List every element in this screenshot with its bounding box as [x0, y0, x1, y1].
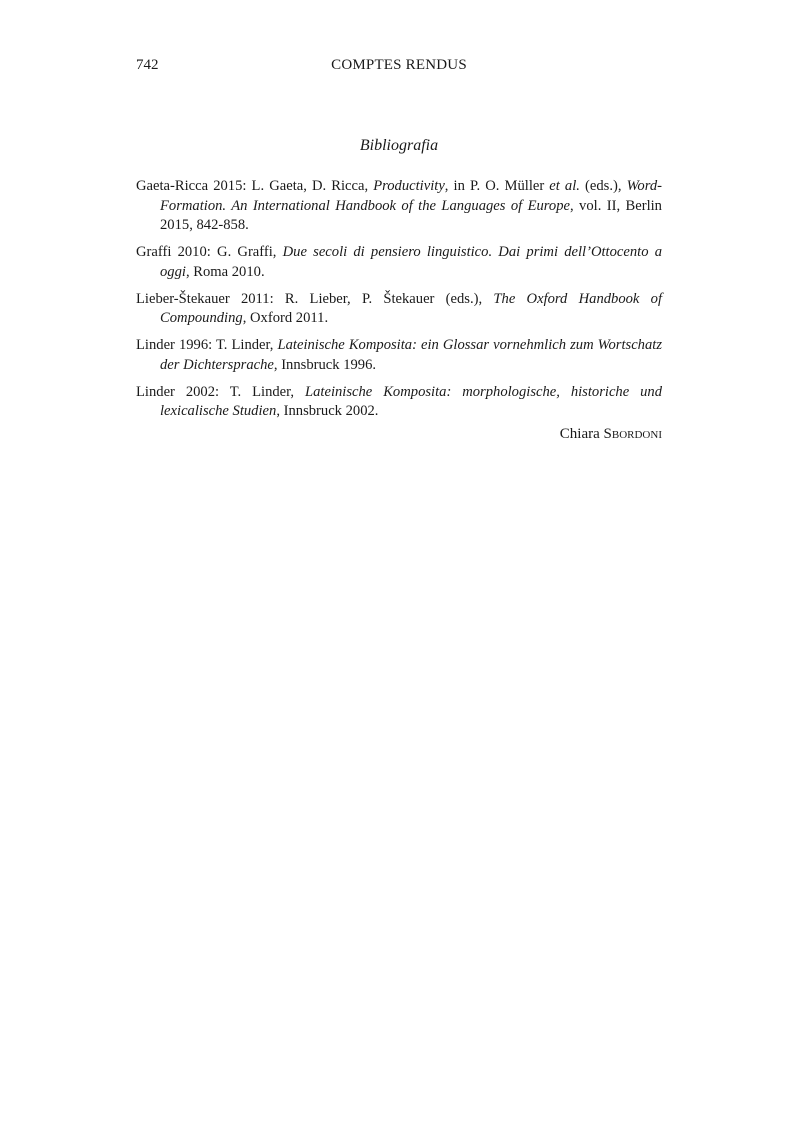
entry-text: , Roma 2010.: [185, 263, 265, 280]
bibliography-entry: [136, 243, 662, 282]
bibliography-entry: [136, 290, 662, 329]
entry-text: T. Linder,: [219, 383, 305, 400]
entry-text: , in P. O. Müller: [444, 178, 550, 194]
section-title: Bibliografia: [359, 137, 439, 154]
entry-text: T. Linder,: [212, 337, 278, 353]
entry-title-italic: Lateinische Komposita: ein Glossar vornehmlich zum Wortschatz der Dichtersprache: [160, 337, 662, 373]
entry-key: Gaeta-Ricca 2015:: [136, 178, 247, 194]
author-signature: [136, 426, 662, 443]
bibliography-entry: [136, 336, 662, 375]
entry-key: Graffi 2010:: [136, 244, 211, 260]
entry-title-italic: The Oxford Handbook of Compounding: [160, 290, 663, 326]
author-last-name: Sbordoni: [603, 426, 662, 442]
entry-title-italic: Due secoli di pensiero linguistico. Dai primi dell’Ottocento a oggi: [160, 244, 662, 280]
entry-text: G. Graffi,: [210, 244, 283, 260]
entry-title-italic: Word-Formation. An International Handbook of the Languages of Europe: [160, 178, 662, 214]
author-first-name: Chiara: [559, 426, 600, 442]
entry-title-italic: Productivity: [373, 178, 445, 194]
bibliography-list: [136, 177, 662, 429]
page-header: [136, 57, 662, 79]
entry-key: Linder 2002:: [136, 383, 220, 400]
entry-key: Lieber-Štekauer 2011:: [136, 290, 274, 307]
running-title: COMPTES RENDUS: [331, 57, 467, 73]
entry-text: L. Gaeta, D. Ricca,: [246, 178, 374, 194]
entry-text: , Innsbruck 1996.: [273, 356, 377, 373]
page-number: 742: [136, 57, 159, 73]
entry-text: , Oxford 2011.: [242, 310, 329, 326]
entry-text: R. Lieber, P. Štekauer (eds.),: [273, 290, 494, 307]
entry-text: (eds.),: [579, 178, 627, 194]
entry-title-italic: et al.: [549, 178, 580, 194]
entry-title-italic: Lateinische Komposita: morphologische, historiche und lexicalische Studien: [160, 383, 663, 419]
entry-key: Linder 1996:: [136, 337, 213, 353]
bibliography-entry: [136, 177, 662, 236]
entry-text: , Innsbruck 2002.: [276, 403, 379, 419]
entry-text: , vol. II, Berlin 2015, 842-858.: [160, 197, 662, 233]
bibliography-entry: [136, 383, 662, 422]
